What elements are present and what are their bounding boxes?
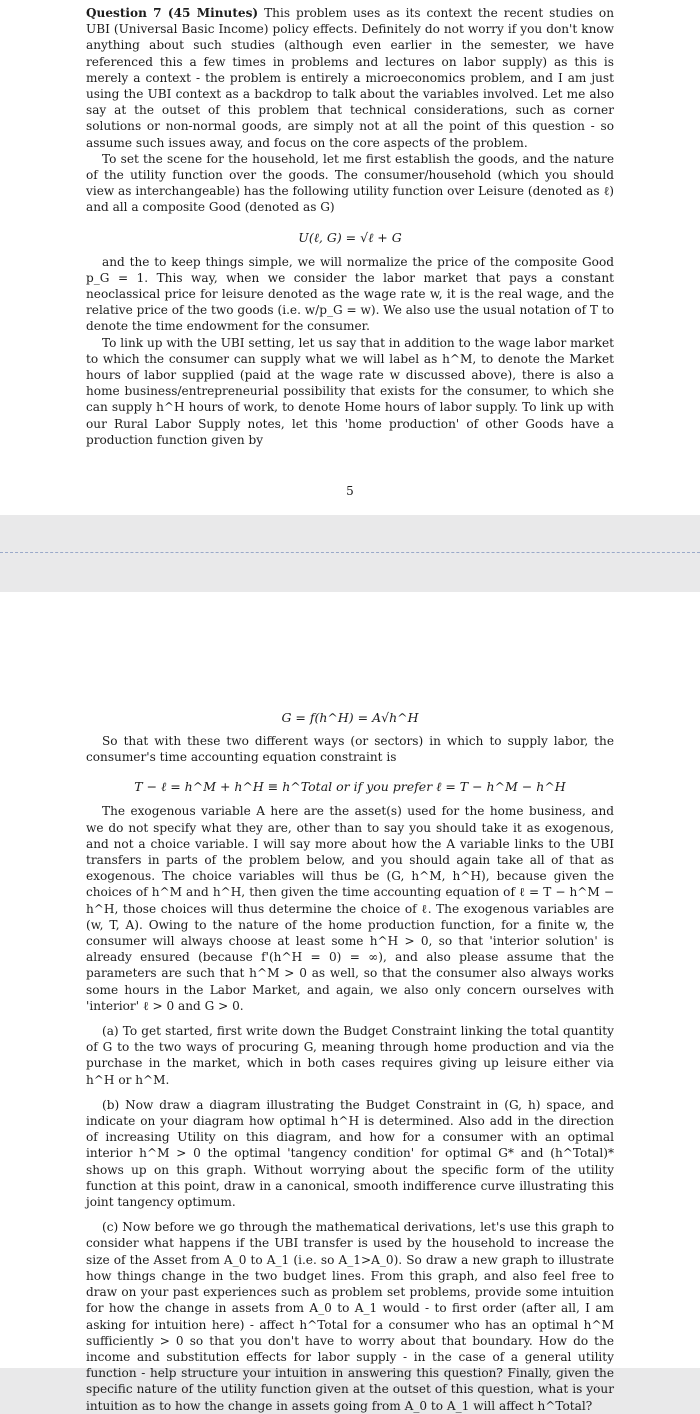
utility-setup-paragraph: To set the scene for the household, let me first establish the goods, and the nature of the utility function over the goods. The consumer/household (which you should view as interchangeable) has the following utility function over Leisure (denoted as ℓ) and all a composite Good (denoted as G) <box>86 151 614 215</box>
document-page-5 <box>0 0 700 515</box>
part-c-question: (c) Now before we go through the mathematical derivations, let's use this graph to consider what happens if the UBI transfer is used by the household to increase the size of the Asset from A_0 to A_1 (i.e. so A_1>A_0). So draw a new graph to illustrate how things change in the two budget lines. From this graph, and also feel free to draw on your past experiences such as problem set problems, provide some intuition for how the change in assets from A_0 to A_1 would - to first order (after all, I am asking for intuition here) - affect h^Total for a consumer who has an optimal h^M sufficiently > 0 so that you don't have to worry about that boundary. How do the income and substitution effects for labor supply - in the case of a general utility function - help structure your intuition in answering this question? Finally, given the specific nature of the utility function given at the outset of this question, what is your intuition as to how the change in assets going from A_0 to A_1 will affect h^Total? <box>86 1220 614 1413</box>
utility-function-equation: U(ℓ, G) = √ℓ + G <box>298 229 402 245</box>
document-page-6 <box>0 592 700 1413</box>
production-function-equation: G = f(h^H) = A√h^H <box>281 710 419 725</box>
home-production-paragraph: To link up with the UBI setting, let us say that in addition to the wage labor market to which the consumer can supply what we will label as h^M, to denote the Market hours of labor supplied (paid at the wage rate w discussed above), there is also a home business/entrepreneurial possibility that exists for the consumer, to which she can supply h^H hours of work, to denote Home hours of labor supply. To link up with our Rural Labor Supply notes, let this 'home production' of other Goods have a production function given by <box>86 335 614 447</box>
part-a-question: (a) To get started, first write down the Budget Constraint linking the total quantity of G to the two ways of procuring G, meaning through home production and via the purchase in the market, which in both cases requires giving up leisure either via h^H or h^M. <box>86 1024 614 1087</box>
intro-paragraph: This problem uses as its context the recent studies on UBI (Universal Basic Income) policy effects. Definitely do not worry if you don't know anything about such studies (although even earlier in the semester, we have referenced this a few times in problems and lectures on labor supply) as this is merely a context - the problem is entirely a microeconomics problem, and I am just using the UBI context as a backdrop to talk about the variables involved. Let me also say at the outset of this problem that technical considerations, such as corner solutions or non-normal goods, are simply not at all the point of this question - so assume such issues away, and focus on the core aspects of the problem. <box>86 6 614 150</box>
exogenous-variables-paragraph: The exogenous variable A here are the asset(s) used for the home business, and we do not specify what they are, other than to say you should take it as exogenous, and not a choice variable. I will say more about how the A variable links to the UBI transfers in parts of the problem below, and you should again take all of that as exogenous. The choice variables will thus be (G, h^M, h^H), because given the choices of h^M and h^H, then given the time accounting equation of ℓ = T − h^M − h^H, those choices will thus determine the choice of ℓ. The exogenous variables are (w, T, A). Owing to the nature of the home production function, for a finite w, the consumer will always choose at least some h^H > 0, so that 'interior solution' is already ensured (because f'(h^H = 0) = ∞), and also please assume that the parameters are such that h^M > 0 as well, so that the consumer also always works some hours in the Labor Market, and again, we also only concern ourselves with 'interior' ℓ > 0 and G > 0. <box>86 804 614 1013</box>
time-accounting-equation: T − ℓ = h^M + h^H ≡ h^Total or if you prefer ℓ = T − h^M − h^H <box>134 779 566 795</box>
page-number: 5 <box>346 484 354 499</box>
question-label: Question 7 (45 Minutes) <box>86 6 259 20</box>
time-accounting-intro: So that with these two different ways (or sectors) in which to supply labor, the consumer's time accounting equation constraint is <box>86 734 614 765</box>
price-normalization-paragraph: and the to keep things simple, we will normalize the price of the composite Good p_G = 1. This way, when we consider the labor market that pays a constant neoclassical price for leisure denoted as the wage rate w, it is the real wage, and the relative price of the two goods (i.e. w/p_G = w). We also use the usual notation of T to denote the time endowment for the consumer. <box>86 254 614 334</box>
question-7-intro <box>86 5 614 151</box>
part-b-question: (b) Now draw a diagram illustrating the Budget Constraint in (G, h) space, and indicate on your diagram how optimal h^H is determined. Also add in the direction of increasing Utility on this diagram, and how for a consumer with an optimal interior h^M > 0 the optimal 'tangency condition' for optimal G* and (h^Total)* shows up on this graph. Without worrying about the specific form of the utility function at this point, draw in a canonical, smooth indifference curve illustrating this joint tangency optimum. <box>86 1097 614 1210</box>
page-break-divider <box>0 552 700 553</box>
